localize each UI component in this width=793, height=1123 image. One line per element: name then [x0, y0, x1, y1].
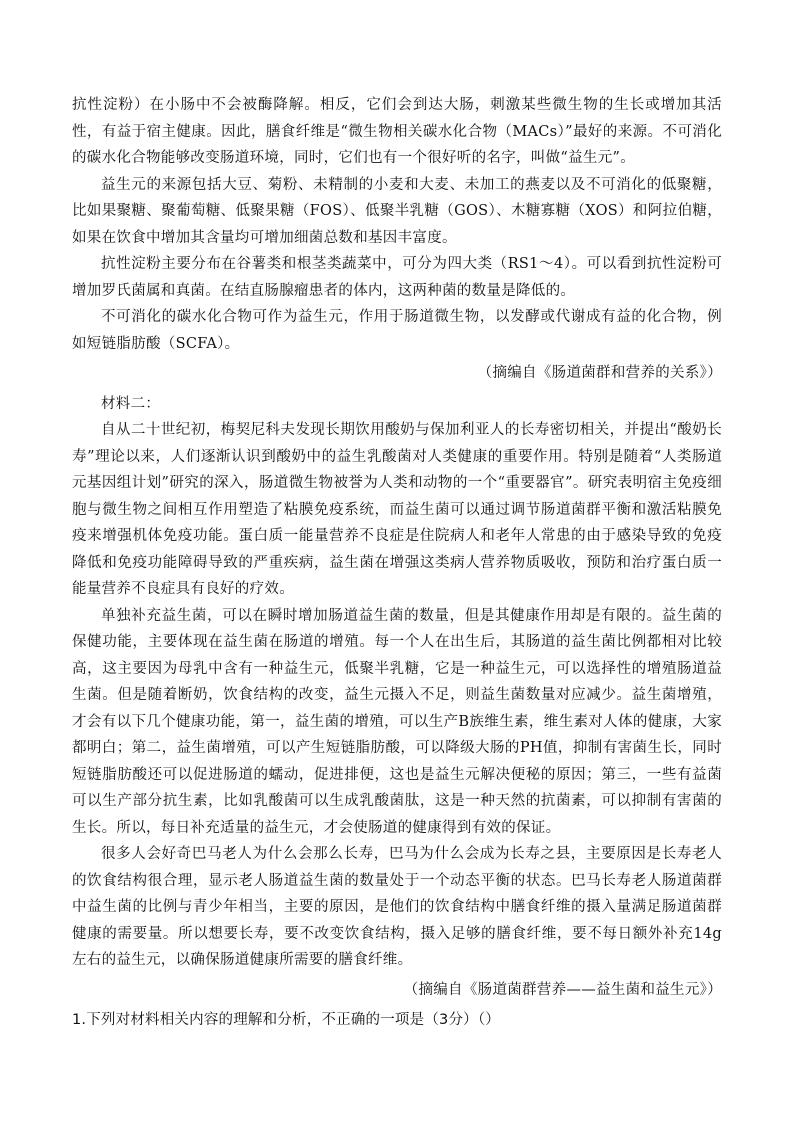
question-section — [72, 1007, 722, 1034]
material-two-paragraph-1: 自从二十世纪初，梅契尼科夫发现长期饮用酸奶与保加利亚人的长寿密切相关，并提出“酸奶长寿”理论以来，人们逐渐认识到酸奶中的益生乳酸菌对人类健康的重要作用。特别是随着“人类肠道元基因组计划”研究的深入，肠道微生物被誉为人类和动物的一个“重要器官”。研究表明宿主免疫细胞与微生物之间相互作用塑造了粘膜免疫系统，而益生菌可以通过调节肠道菌群平衡和激活粘膜免疫来增强机体免疫功能。蛋白质一能量营养不良症是住院病人和老年人常患的由于感染导致的免疫降低和免疫功能障碍导致的严重疾病，益生菌在增强这类病人营养物质吸收，预防和治疗蛋白质一能量营养不良症具有良好的疗效。 — [72, 422, 722, 597]
material-two-section — [72, 391, 722, 1004]
material-one-paragraph-4: 不可消化的碳水化合物可作为益生元，作用于肠道微生物，以发酵或代谢成有益的化合物，例如短链脂肪酸（SCFA）。 — [72, 309, 722, 352]
material-two-paragraph-2: 单独补充益生菌，可以在瞬时增加肠道益生菌的数量，但是其健康作用却是有限的。益生菌的保健功能，主要体现在益生菌在肠道的增殖。每一个人在出生后，其肠道的益生菌比例都相对比较高，这主要因为母乳中含有一种益生元，低聚半乳糖，它是一种益生元，可以选择性的增殖肠道益生菌。但是随着断奶，饮食结构的改变，益生元摄入不足，则益生菌数量对应减少。益生菌增殖，才会有以下几个健康功能，第一，益生菌的增殖，可以生产B族维生素，维生素对人体的健康，大家都明白；第二，益生菌增殖，可以产生短链脂肪酸，可以降级大肠的PH值，抑制有害菌生长，同时短链脂肪酸还可以促进肠道的蠕动，促进排便，这也是益生元解决便秘的原因；第三，一些有益菌可以生产部分抗生素，比如乳酸菌可以生成乳酸菌肽，这是一种天然的抗菌素，可以抑制有害菌的生长。所以，每日补充适量的益生元，才会使肠道的健康得到有效的保证。 — [72, 607, 722, 836]
material-two-source: （摘编自《肠道菌群营养——益生菌和益生元》） — [403, 981, 722, 998]
material-two-paragraph-3: 很多人会好奇巴马老人为什么会那么长寿，巴马为什么会成为长寿之县，主要原因是长寿老人的饮食结构很合理，显示老人肠道益生菌的数量处于一个动态平衡的状态。巴马长寿老人肠道菌群中益生菌的比例与青少年相当，主要的原因，是他们的饮食结构中膳食纤维的摄入量满足肠道菌群健康的需要量。所以想要长寿，要不改变饮食结构，摄入足够的膳食纤维，要不每日额外补充14g左右的益生元，以确保肠道健康所需要的膳食纤维。 — [72, 846, 722, 968]
material-two-heading: 材料二： — [101, 395, 161, 412]
material-one-source: （摘编自《肠道菌群和营养的关系》） — [477, 365, 722, 381]
material-one-paragraph-3: 抗性淀粉主要分布在谷薯类和根茎类蔬菜中，可分为四大类（RS1～4）。可以看到抗性淀粉可增加罗氏菌属和真菌。在结直肠腺瘤患者的体内，这两种菌的数量是降低的。 — [72, 256, 722, 299]
material-one-section — [72, 92, 722, 387]
document-body — [72, 92, 722, 1034]
question-1: 1.下列对材料相关内容的理解和分析，不正确的一项是（3分）（） — [72, 1012, 501, 1028]
material-one-paragraph-2: 益生元的来源包括大豆、菊粉、未精制的小麦和大麦、未加工的燕麦以及不可消化的低聚糖，比如果聚糖、聚葡萄糖、低聚果糖（FOS）、低聚半乳糖（GOS）、木糖寡糖（XOS）和阿拉伯糖，如果在饮食中增加其含量均可增加细菌总数和基因丰富度。 — [72, 176, 722, 246]
material-one-paragraph-1: 抗性淀粉）在小肠中不会被酶降解。相反，它们会到达大肠，刺激某些微生物的生长或增加其活性，有益于宿主健康。因此，膳食纤维是“微生物相关碳水化合物（MACs）”最好的来源。不可消化的碳水化合物能够改变肠道环境，同时，它们也有一个很好听的名字，叫做“益生元”。 — [72, 97, 722, 166]
